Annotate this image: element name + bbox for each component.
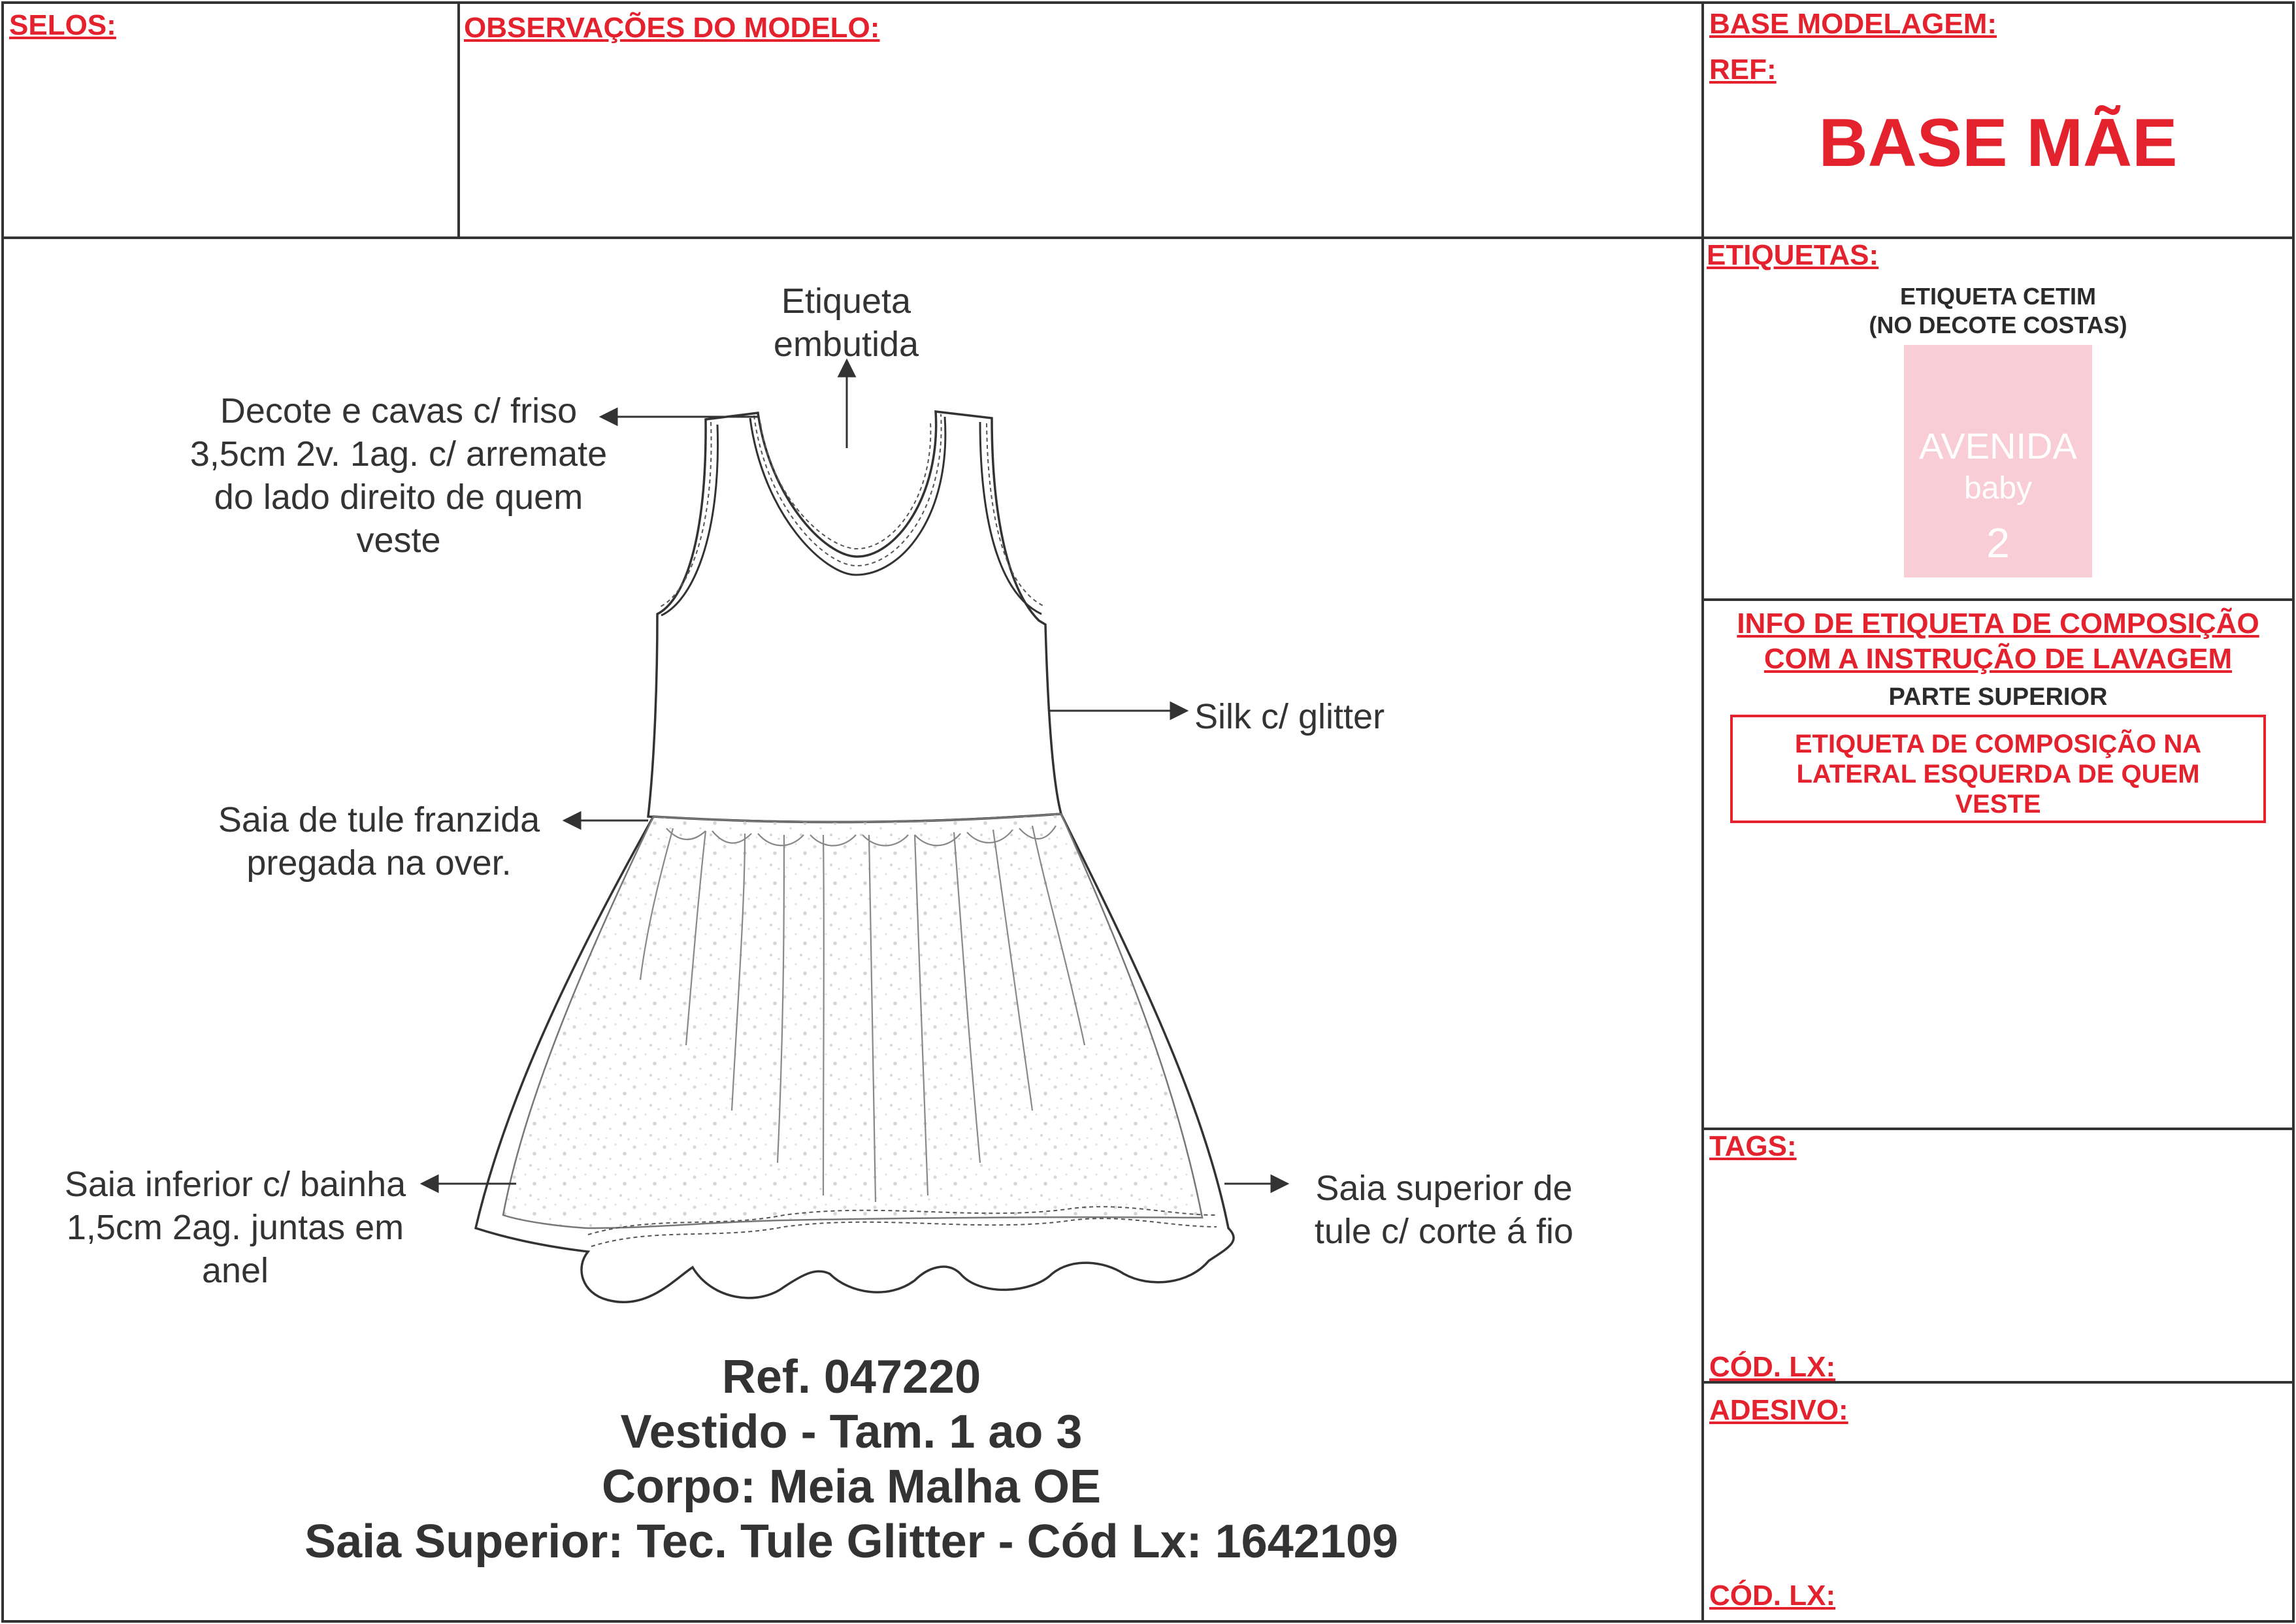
composicao-title-line1: INFO DE ETIQUETA DE COMPOSIÇÃO bbox=[1737, 608, 2259, 640]
observacoes-label: OBSERVAÇÕES DO MODELO: bbox=[464, 12, 880, 44]
tags-cod-label: CÓD. LX: bbox=[1709, 1351, 1836, 1383]
composicao-box-line3: VESTE bbox=[1955, 790, 2041, 819]
satin-label-sub: baby bbox=[1963, 471, 2033, 506]
annotation-saia-inferior-line3: anel bbox=[201, 1251, 269, 1290]
product-skirt: Saia Superior: Tec. Tule Glitter - Cód Lx: 1642109 bbox=[304, 1516, 1398, 1568]
annotation-silk: Silk c/ glitter bbox=[1194, 697, 1385, 736]
etiquetas-label: ETIQUETAS: bbox=[1707, 239, 1879, 271]
product-name: Vestido - Tam. 1 ao 3 bbox=[620, 1406, 1083, 1458]
adesivo-cod-label: CÓD. LX: bbox=[1709, 1580, 1836, 1612]
adesivo-label: ADESIVO: bbox=[1709, 1394, 1848, 1426]
annotation-saia-superior bbox=[1281, 1167, 1607, 1253]
annotation-decote-line3: do lado direito de quem bbox=[214, 478, 583, 517]
annotation-saia-tule-line2: pregada na over. bbox=[246, 843, 512, 883]
base-modelagem-label: BASE MODELAGEM: bbox=[1709, 8, 1997, 40]
annotation-saia-inferior-line2: 1,5cm 2ag. juntas em bbox=[66, 1208, 404, 1247]
tags-label: TAGS: bbox=[1709, 1130, 1797, 1162]
annotation-saia-inferior-line1: Saia inferior c/ bainha bbox=[64, 1165, 406, 1204]
annotation-decote-line1: Decote e cavas c/ friso bbox=[220, 391, 578, 430]
composicao-box-line2: LATERAL ESQUERDA DE QUEM bbox=[1796, 760, 2200, 788]
product-title-block bbox=[0, 1350, 1703, 1569]
annotation-etiqueta-line2: embutida bbox=[773, 325, 919, 364]
product-body: Corpo: Meia Malha OE bbox=[601, 1461, 1102, 1513]
satin-label-brand: AVENIDA bbox=[1919, 425, 2077, 466]
product-ref: Ref. 047220 bbox=[721, 1351, 981, 1403]
satin-label-size: 2 bbox=[1986, 519, 2010, 566]
annotation-saia-tule bbox=[183, 798, 575, 885]
composicao-title-line2: COM A INSTRUÇÃO DE LAVAGEM bbox=[1763, 643, 2233, 675]
annotation-saia-superior-line1: Saia superior de bbox=[1315, 1169, 1573, 1208]
annotation-saia-tule-line1: Saia de tule franzida bbox=[218, 800, 540, 839]
base-value: BASE MÃE bbox=[1818, 105, 2178, 181]
composicao-subtitle: PARTE SUPERIOR bbox=[1888, 683, 2108, 711]
composicao-box-line1: ETIQUETA DE COMPOSIÇÃO NA bbox=[1794, 730, 2202, 758]
annotation-decote bbox=[150, 389, 647, 562]
etiqueta-title-line1: ETIQUETA CETIM bbox=[1900, 283, 2096, 310]
tulle-skirt bbox=[503, 814, 1202, 1228]
selos-label: SELOS: bbox=[9, 9, 116, 41]
annotation-decote-line2: 3,5cm 2v. 1ag. c/ arremate bbox=[189, 434, 608, 474]
annotation-etiqueta-embutida bbox=[732, 280, 960, 366]
annotation-saia-inferior bbox=[26, 1163, 444, 1292]
etiqueta-title-line2: (NO DECOTE COSTAS) bbox=[1869, 312, 2127, 338]
annotation-decote-line4: veste bbox=[356, 521, 441, 560]
annotation-saia-superior-line2: tule c/ corte á fio bbox=[1314, 1212, 1574, 1251]
annotation-etiqueta-line1: Etiqueta bbox=[781, 282, 911, 321]
ref-label: REF: bbox=[1709, 54, 1777, 86]
